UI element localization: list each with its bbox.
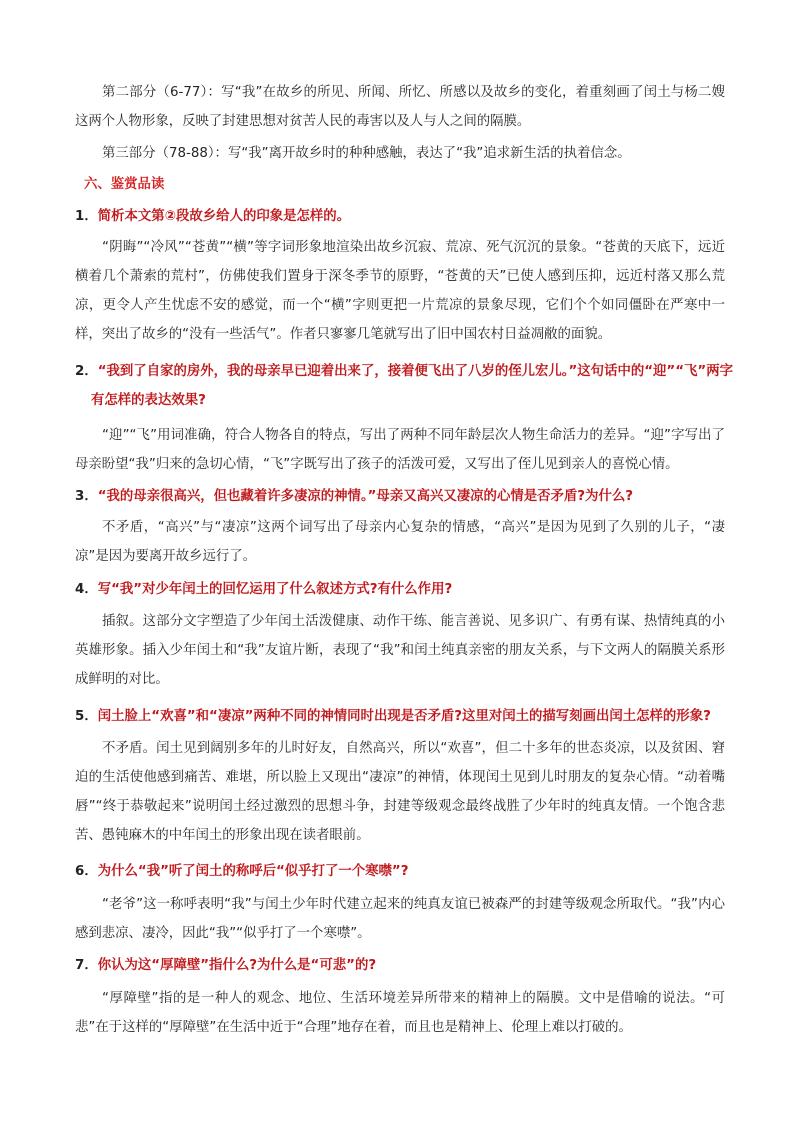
section-heading: 六、鉴赏品读	[84, 177, 165, 192]
question-text: “我的母亲很高兴，但也藏着许多凄凉的神情。”母亲又高兴又凄凉的心情是否矛盾?为什么?	[97, 489, 633, 504]
answer-2: “迎”“飞”用词准确，符合人物各自的特点，写出了两种不同年龄层次人物生命活力的差异。“迎”字写出了母亲盼望“我”归来的急切心情，“飞”字既写出了孩子的活泼可爱，又写出了侄儿见到亲人的喜悦心情。	[75, 428, 725, 472]
question-1	[75, 202, 725, 231]
question-text: 你认为这“厚障壁”指什么?为什么是“可悲”的?	[97, 958, 377, 973]
question-3	[75, 482, 725, 511]
question-5	[75, 702, 725, 731]
answer-7: “厚障壁”指的是一种人的观念、地位、生活环境差异所带来的精神上的隔膜。文中是借喻的说法。“可悲”在于这样的“厚障壁”在生活中近于“合理”地存在着，而且也是精神上、伦理上难以打破的。	[75, 991, 725, 1035]
question-number: 5．	[75, 709, 98, 724]
question-number: 1．	[75, 209, 98, 224]
answer-6: “老爷”这一称呼表明“我”与闰土少年时代建立起来的纯真友谊已被森严的封建等级观念所取代。“我”内心感到悲凉、凄冷，因此“我”“似乎打了一个寒噤”。	[75, 897, 725, 941]
answer-4: 插叙。这部分文字塑造了少年闰土活泼健康、动作干练、能言善说、见多识广、有勇有谋、热情纯真的小英雄形象。插入少年闰土和“我”友谊片断，表现了“我”和闰土纯真亲密的朋友关系，与下文两人的隔膜关系形成鲜明的对比。	[75, 614, 725, 687]
structure-part-three: 第三部分（78-88）：写“我”离开故乡时的种种感触，表达了“我”追求新生活的执着信念。	[102, 146, 631, 161]
answer-3: 不矛盾，“高兴”与“凄凉”这两个词写出了母亲内心复杂的情感，“高兴”是因为见到了久别的儿子，“凄凉”是因为要离开故乡远行了。	[75, 520, 725, 564]
question-text: 简析本文第②段故乡给人的印象是怎样的。	[97, 209, 351, 224]
question-number: 2．	[75, 364, 98, 379]
question-4	[75, 575, 725, 604]
question-text: 写“我”对少年闰土的回忆运用了什么叙述方式?有什么作用?	[97, 582, 453, 597]
question-number: 3．	[75, 489, 98, 504]
question-text: 闰土脸上“欢喜”和“凄凉”两种不同的神情同时出现是否矛盾?这里对闰土的描写刻画出闰土怎样的形象?	[97, 709, 711, 724]
question-number: 7．	[75, 958, 98, 973]
question-number: 6．	[75, 864, 98, 879]
answer-1: “阴晦”“冷风”“苍黄”“横”等字词形象地渲染出故乡沉寂、荒凉、死气沉沉的景象。“苍黄的天底下，远近横着几个萧索的荒村”，仿佛使我们置身于深冬季节的原野，“苍黄的天”已使人感到压抑，远近村落又那么荒凉，更令人产生忧虑不安的感觉，而一个“横”字则更把一片荒凉的景象尽现，它们个个如同僵卧在严寒中一样，突出了故乡的“没有一些活气”。作者只寥寥几笔就写出了旧中国农村日益凋敝的面貌。	[75, 240, 725, 342]
question-text: “我到了自家的房外，我的母亲早已迎着出来了，接着便飞出了八岁的侄儿宏儿。”这句话中的“迎”“飞”两字有怎样的表达效果?	[91, 364, 734, 408]
question-text: 为什么“我”听了闰土的称呼后“似乎打了一个寒噤”?	[97, 864, 409, 879]
answer-5: 不矛盾。闰土见到阔别多年的儿时好友，自然高兴，所以“欢喜”，但二十多年的世态炎凉，以及贫困、窘迫的生活使他感到痛苦、难堪，所以脸上又现出“凄凉”的神情，体现闰土见到儿时朋友的复杂心情。“动着嘴唇”“终于恭敬起来”说明闰土经过激烈的思想斗争，封建等级观念最终战胜了少年时的纯真友情。一个饱含悲苦、愚钝麻木的中年闰土的形象出现在读者眼前。	[75, 741, 725, 843]
question-2	[75, 357, 741, 415]
question-7	[75, 951, 725, 980]
question-number: 4．	[75, 582, 98, 597]
structure-part-two: 第二部分（6-77）：写“我”在故乡的所见、所闻、所忆、所感以及故乡的变化，着重刻画了闰土与杨二嫂这两个人物形象，反映了封建思想对贫苦人民的毒害以及人与人之间的隔膜。	[75, 85, 725, 129]
question-6	[75, 857, 725, 886]
